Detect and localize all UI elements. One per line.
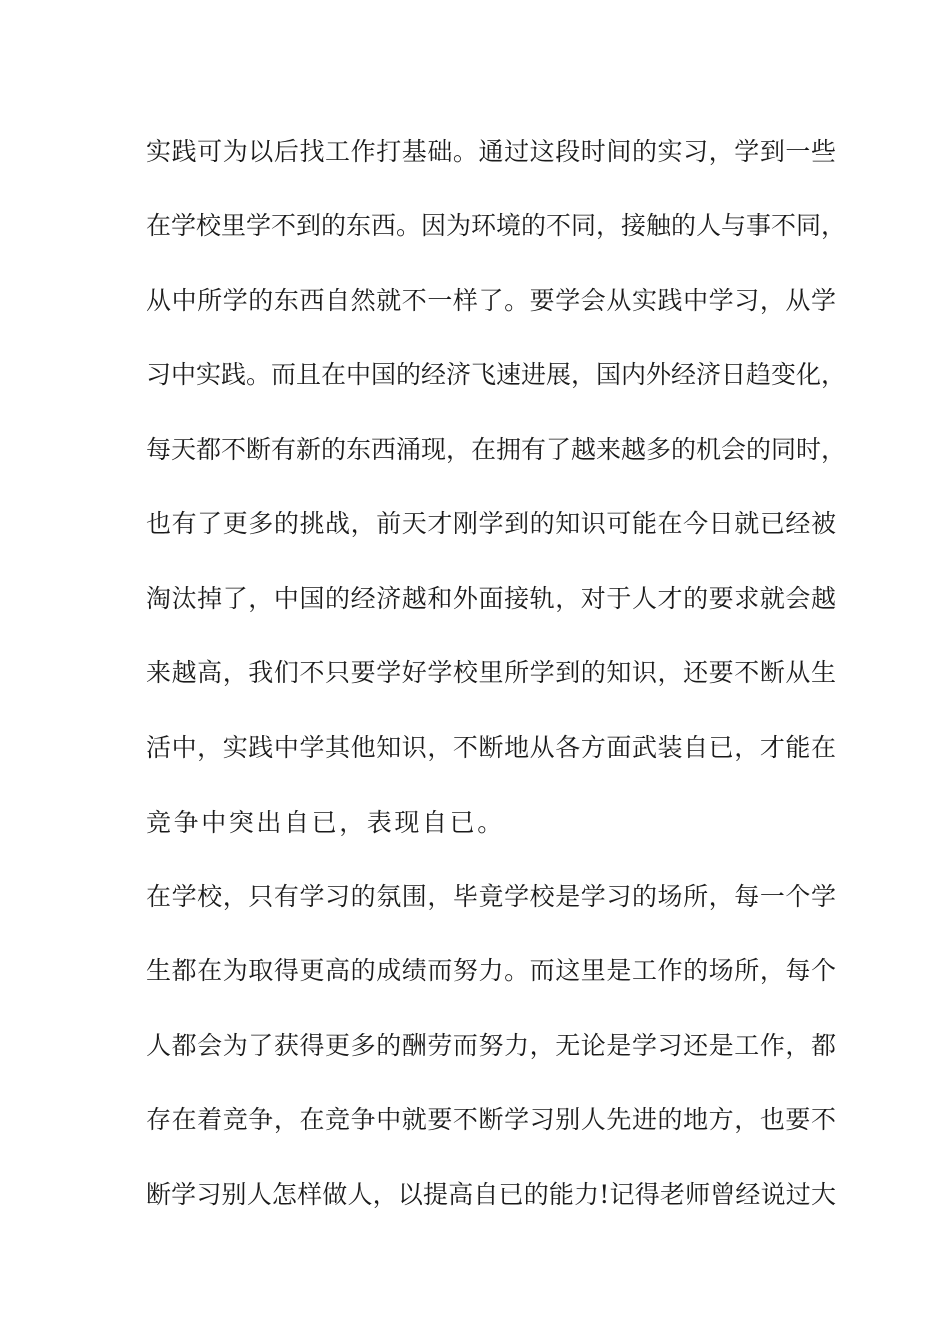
text-line: 每天都不断有新的东西涌现，在拥有了越来越多的机会的同时， [146,435,847,464]
text-line: 淘汰掉了，中国的经济越和外面接轨，对于人才的要求就会越 [146,584,836,613]
text-line: 也有了更多的挑战，前天才刚学到的知识可能在今日就已经被 [146,509,836,538]
text-line: 断学习别人怎样做人，以提高自已的能力!记得老师曾经说过大 [146,1180,836,1209]
text-line: 在学校，只有学习的氛围，毕竟学校是学习的场所，每一个学 [146,882,836,911]
text-line: 竞争中突出自已，表现自已。 [146,808,505,837]
text-line: 来越高，我们不只要学好学校里所学到的知识，还要不断从生 [146,658,836,687]
text-line: 习中实践。而且在中国的经济飞速进展，国内外经济日趋变化， [146,360,847,389]
text-line: 活中，实践中学其他知识，不断地从各方面武装自已，才能在 [146,733,836,762]
text-line: 从中所学的东西自然就不一样了。要学会从实践中学习，从学 [146,286,836,315]
text-line: 生都在为取得更高的成绩而努力。而这里是工作的场所，每个 [146,956,836,985]
text-line: 在学校里学不到的东西。因为环境的不同，接触的人与事不同， [146,211,847,240]
text-line: 实践可为以后找工作打基础。通过这段时间的实习，学到一些 [146,137,836,166]
text-line: 人都会为了获得更多的酬劳而努力，无论是学习还是工作，都 [146,1031,836,1060]
text-line: 存在着竞争，在竞争中就要不断学习别人先进的地方，也要不 [146,1105,836,1134]
